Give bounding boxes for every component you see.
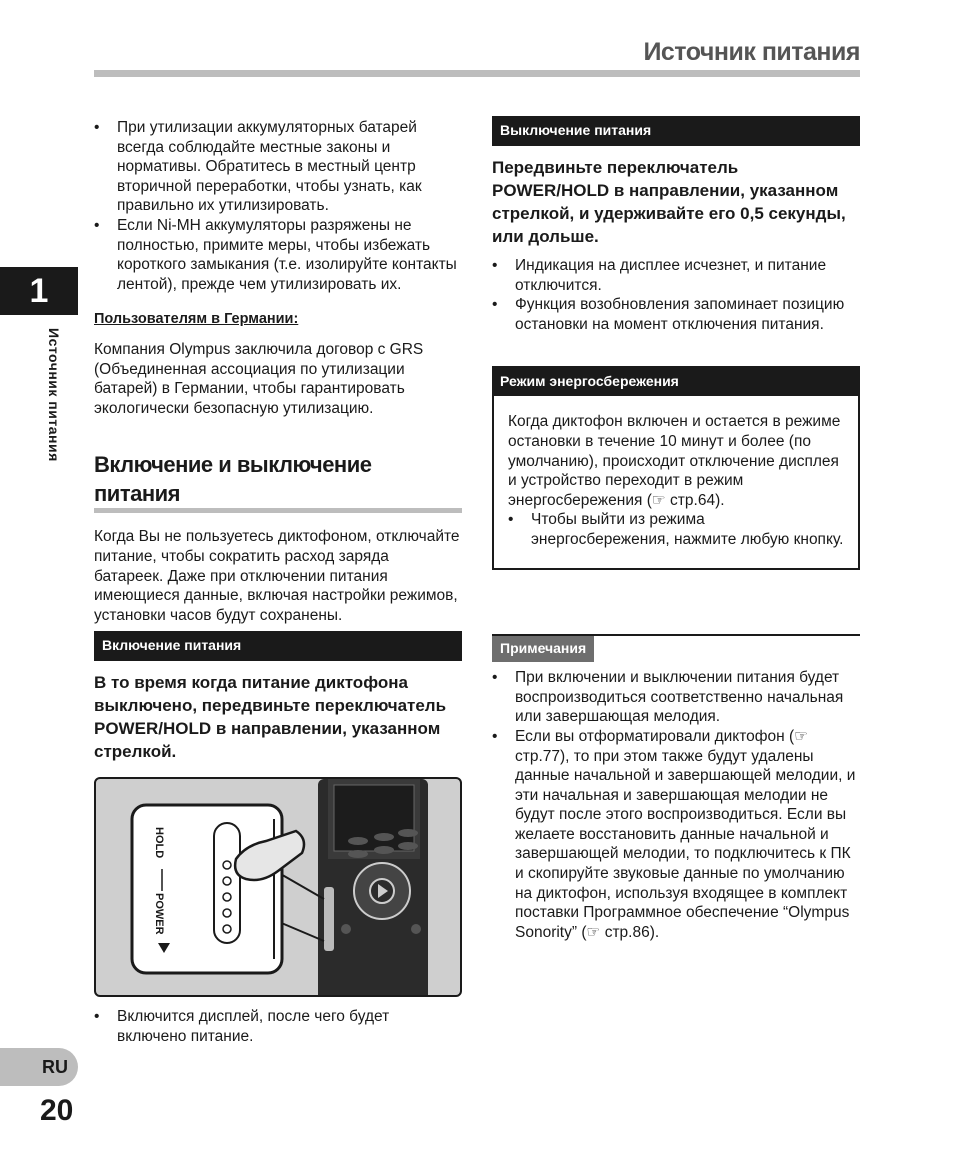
recorder-drawing [96,779,462,995]
list-item: • При утилизации аккумуляторных батарей всегда соблюдайте местные законы и нормативы. Обратитесь в местный центр вторичной переработки, чтобы узнать, как правильно их утилизировать. [94,118,462,216]
power-off-bullets [492,256,860,334]
notes-header [492,634,860,663]
power-on-bar: Включение питания [94,631,462,661]
notes-label: Примечания [492,636,594,663]
germany-text: Компания Olympus заключила договор с GRS (Объединенная ассоциация по утилизации батарей) в Германии, чтобы гарантировать экологически безопасную утилизацию. [94,340,424,417]
list-item: • Если Ni-MH аккумуляторы разряжены не полностью, примите меры, чтобы избежать короткого замыкания (т.е. изолируйте контакты лентой), прежде чем утилизировать их. [94,216,462,294]
notes-bullets [492,668,860,942]
page-title: Источник питания [643,38,860,66]
germany-heading: Пользователям в Германии: [94,311,299,328]
power-on-instruction: В то время когда питание диктофона выключено, передвиньте переключатель POWER/HOLD в направлении, указанном стрелкой. [94,673,447,762]
list-item: • Чтобы выйти из режима энергосбережения, нажмите любую кнопку. [508,510,844,549]
language-badge: RU [0,1048,78,1086]
chapter-tab-number: 1 [0,267,78,315]
list-item: • Включится дисплей, после чего будет включено питание. [94,1007,462,1046]
power-on-bullets [94,1007,462,1046]
right-column [492,116,860,942]
power-off-bar: Выключение питания [492,116,860,146]
recorder-illustration [94,777,462,997]
side-switch [324,887,334,951]
energy-saving-bar: Режим энергосбережения [492,366,860,396]
energy-saving-text: Когда диктофон включен и остается в режиме остановки в течение 10 минут и более (по умолчанию), происходит отключение дисплея и устройство переходит в режим энергосбережения (☞ стр.64). [508,413,841,509]
power-off-instruction: Передвиньте переключатель POWER/HOLD в направлении, указанном стрелкой, и удерживайте его 0,5 секунды, или дольше. [492,158,846,246]
page-number: 20 [40,1094,74,1127]
button-small [398,829,418,837]
section-text: Когда Вы не пользуетесь диктофоном, отключайте питание, чтобы сократить расход заряда батареек. Даже при отключении питания имеющиеся данные, включая настройки режимов, установки часов будут сохранены. [94,528,460,624]
section-title: Включение и выключение питания [94,450,462,513]
left-column [94,118,462,1046]
chapter-tab-label: Источник питания [46,328,62,462]
hold-label: HOLD [153,827,165,859]
list-item: • Если вы отформатировали диктофон (☞ стр.77), то при этом также будут удалены данные начальной и завершающей мелодии, и эти начальная и завершающая мелодии не будут после этого воспроизводиться. Если вы желаете восстановить данные начальной и завершающей мелодии, то подключитесь к ПК и скопируйте звуковые данные по умолчанию на диктофон, используя входящее в комплект поставки Программное обеспечение “Olympus Sonority” (☞ стр.86). [492,727,860,943]
energy-saving-bullets [508,510,844,549]
button-small [348,837,368,845]
list-item: • Индикация на дисплее исчезнет, и питание отключится. [492,256,860,295]
power-label: POWER [153,893,165,935]
disposal-bullets [94,118,462,294]
button-small [374,833,394,841]
energy-saving-box [492,396,860,569]
header-rule [94,70,860,77]
list-item: • Функция возобновления запоминает позицию остановки на момент отключения питания. [492,295,860,334]
list-item: • При включении и выключении питания будет воспроизводиться соответственно начальная или завершающая мелодия. [492,668,860,727]
